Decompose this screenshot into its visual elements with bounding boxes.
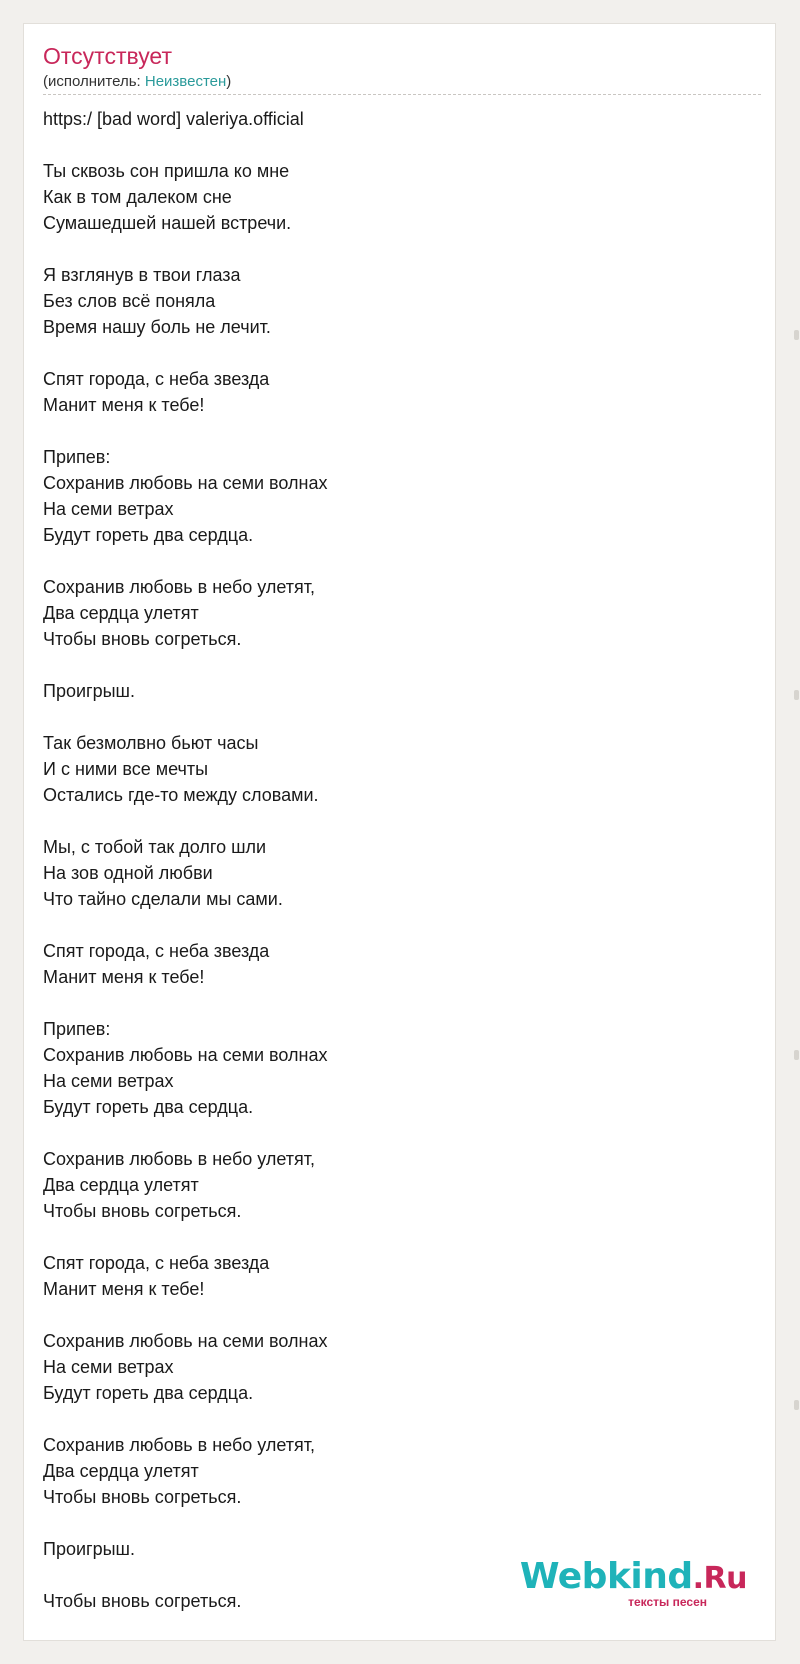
- lyric-line: Сохранив любовь на семи волнах: [43, 473, 328, 493]
- artist-suffix: ): [226, 73, 232, 90]
- artist-line: [43, 73, 231, 91]
- lyric-line: Манит меня к тебе!: [43, 967, 205, 987]
- lyric-line: Спят города, с неба звезда: [43, 1253, 270, 1273]
- song-title: Отсутствует: [43, 43, 172, 69]
- scroll-marker: [794, 690, 799, 700]
- lyric-line: Чтобы вновь согреться.: [43, 629, 242, 649]
- watermark-logo: [520, 1557, 747, 1599]
- lyric-line: Спят города, с неба звезда: [43, 941, 270, 961]
- lyric-blank-line: [43, 1224, 743, 1250]
- lyric-line: Будут гореть два сердца.: [43, 1383, 254, 1403]
- lyric-line: Два сердца улетят: [43, 603, 199, 623]
- lyric-line: Время нашу боль не лечит.: [43, 317, 271, 337]
- lyric-line: Два сердца улетят: [43, 1461, 199, 1481]
- lyric-line: Чтобы вновь согреться.: [43, 1487, 242, 1507]
- lyric-line: Сохранив любовь в небо улетят,: [43, 1435, 316, 1455]
- lyric-line: Сумашедшей нашей встречи.: [43, 213, 292, 233]
- lyric-blank-line: [43, 236, 743, 262]
- lyric-line: Будут гореть два сердца.: [43, 525, 254, 545]
- title-divider: [43, 94, 761, 95]
- lyric-line: Припев:: [43, 1019, 111, 1039]
- lyric-line: Я взглянув в твои глаза: [43, 265, 241, 285]
- lyric-line: На семи ветрах: [43, 499, 174, 519]
- artist-prefix: (исполнитель:: [43, 73, 145, 90]
- lyric-blank-line: [43, 652, 743, 678]
- lyric-blank-line: [43, 340, 743, 366]
- watermark-brand: Webkind: [519, 1556, 693, 1597]
- lyric-line: Что тайно сделали мы сами.: [43, 889, 283, 909]
- lyric-blank-line: [43, 704, 743, 730]
- lyric-line: Ты сквозь сон пришла ко мне: [43, 161, 290, 181]
- scroll-marker: [794, 1050, 799, 1060]
- artist-link[interactable]: Неизвестен: [144, 73, 227, 90]
- lyric-line: Проигрыш.: [43, 1539, 135, 1559]
- lyrics-card: [23, 23, 776, 1641]
- lyric-line: Сохранив любовь на семи волнах: [43, 1331, 328, 1351]
- lyric-blank-line: [43, 1120, 743, 1146]
- site-watermark[interactable]: [519, 1556, 747, 1617]
- lyric-line: Два сердца улетят: [43, 1175, 199, 1195]
- lyric-line: Чтобы вновь согреться.: [43, 1591, 242, 1611]
- lyric-line: Сохранив любовь в небо улетят,: [43, 577, 316, 597]
- scroll-marker: [794, 330, 799, 340]
- scroll-marker: [794, 1400, 799, 1410]
- lyric-blank-line: [43, 1510, 743, 1536]
- lyric-line: Мы, с тобой так долго шли: [43, 837, 267, 857]
- lyric-blank-line: [43, 418, 743, 444]
- lyric-blank-line: [43, 912, 743, 938]
- lyric-line: На семи ветрах: [43, 1071, 174, 1091]
- lyric-blank-line: [43, 990, 743, 1016]
- lyric-line: https:/ [bad word] valeriya.official: [43, 109, 304, 129]
- lyric-line: На зов одной любви: [43, 863, 213, 883]
- lyric-line: Сохранив любовь в небо улетят,: [43, 1149, 316, 1169]
- watermark-tagline: тексты песен: [628, 1595, 707, 1609]
- lyric-line: Сохранив любовь на семи волнах: [43, 1045, 328, 1065]
- lyrics-body: [43, 106, 743, 1614]
- lyric-line: Без слов всё поняла: [43, 291, 216, 311]
- lyric-line: Манит меня к тебе!: [43, 1279, 205, 1299]
- lyric-line: Так безмолвно бьют часы: [43, 733, 259, 753]
- lyric-line: И с ними все мечты: [43, 759, 209, 779]
- lyric-line: Спят города, с неба звезда: [43, 369, 270, 389]
- lyric-blank-line: [43, 132, 743, 158]
- lyric-line: Припев:: [43, 447, 111, 467]
- lyric-blank-line: [43, 1406, 743, 1432]
- lyric-line: Чтобы вновь согреться.: [43, 1201, 242, 1221]
- lyric-line: Как в том далеком сне: [43, 187, 232, 207]
- lyric-blank-line: [43, 548, 743, 574]
- lyric-line: Будут гореть два сердца.: [43, 1097, 254, 1117]
- lyric-blank-line: [43, 808, 743, 834]
- lyric-line: Манит меня к тебе!: [43, 395, 205, 415]
- lyric-line: Проигрыш.: [43, 681, 135, 701]
- lyric-blank-line: [43, 1302, 743, 1328]
- lyric-line: На семи ветрах: [43, 1357, 174, 1377]
- lyric-line: Остались где-то между словами.: [43, 785, 319, 805]
- watermark-tld: .Ru: [692, 1561, 747, 1596]
